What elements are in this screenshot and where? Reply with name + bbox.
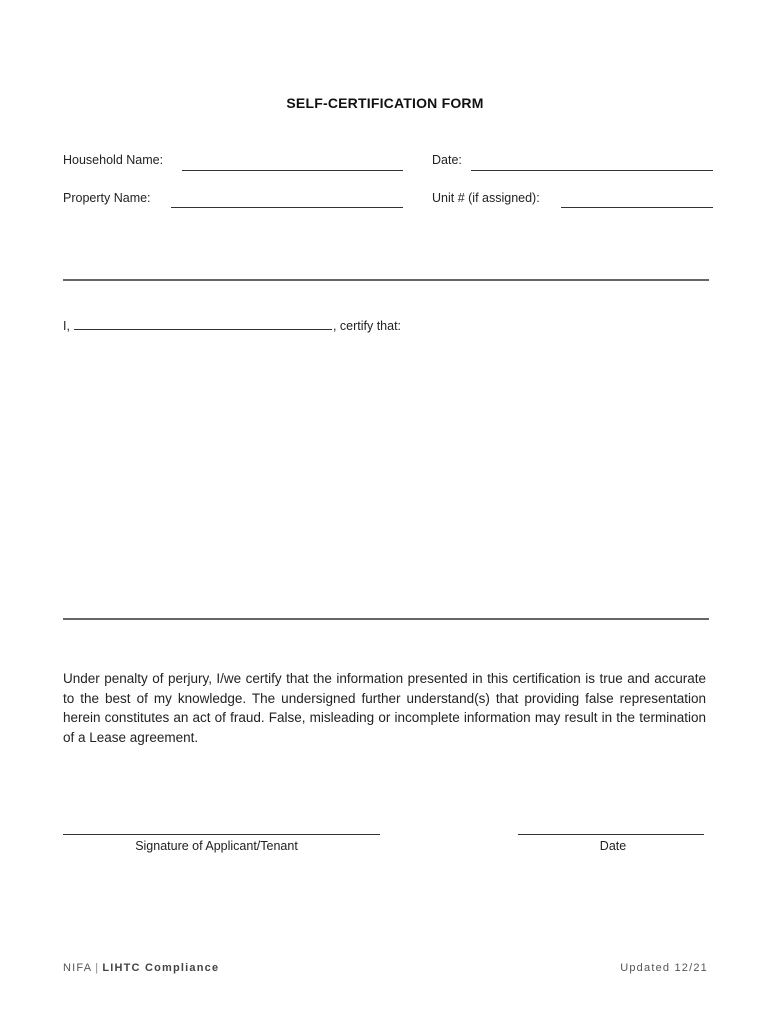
penalty-statement: Under penalty of perjury, I/we certify that the information presented in this certification is true and accurate to the best of my knowledge. The undersigned further understand(s) that providing false representation herein constitutes an act of fraud. False, misleading or incomplete information may result in the termination of a Lease agreement.: [63, 671, 706, 745]
household-name-field[interactable]: [182, 170, 403, 171]
unit-label: Unit # (if assigned):: [432, 191, 540, 205]
section-divider-top: [63, 279, 709, 281]
signature-label: Signature of Applicant/Tenant: [135, 839, 298, 853]
footer-program: LIHTC Compliance: [102, 962, 220, 974]
certify-prefix: I,: [63, 319, 70, 333]
signature-date-field[interactable]: [518, 834, 704, 835]
date-field[interactable]: [471, 170, 713, 171]
certify-statement: [63, 317, 401, 333]
footer-updated: Updated 12/21: [620, 962, 708, 974]
property-name-label: Property Name:: [63, 191, 151, 205]
unit-field[interactable]: [561, 207, 713, 208]
household-name-label: Household Name:: [63, 153, 164, 167]
date-label: Date:: [432, 153, 462, 167]
certify-suffix: , certify that:: [332, 319, 402, 333]
footer-separator: |: [95, 962, 100, 974]
section-divider-bottom: [63, 618, 709, 620]
form-title: SELF-CERTIFICATION FORM: [286, 95, 484, 111]
certify-name-field[interactable]: [74, 317, 332, 330]
signature-date-label: Date: [599, 839, 627, 853]
footer-org: NIFA: [63, 962, 93, 974]
signature-field[interactable]: [63, 834, 380, 835]
property-name-field[interactable]: [171, 207, 403, 208]
footer-left: [63, 962, 219, 974]
